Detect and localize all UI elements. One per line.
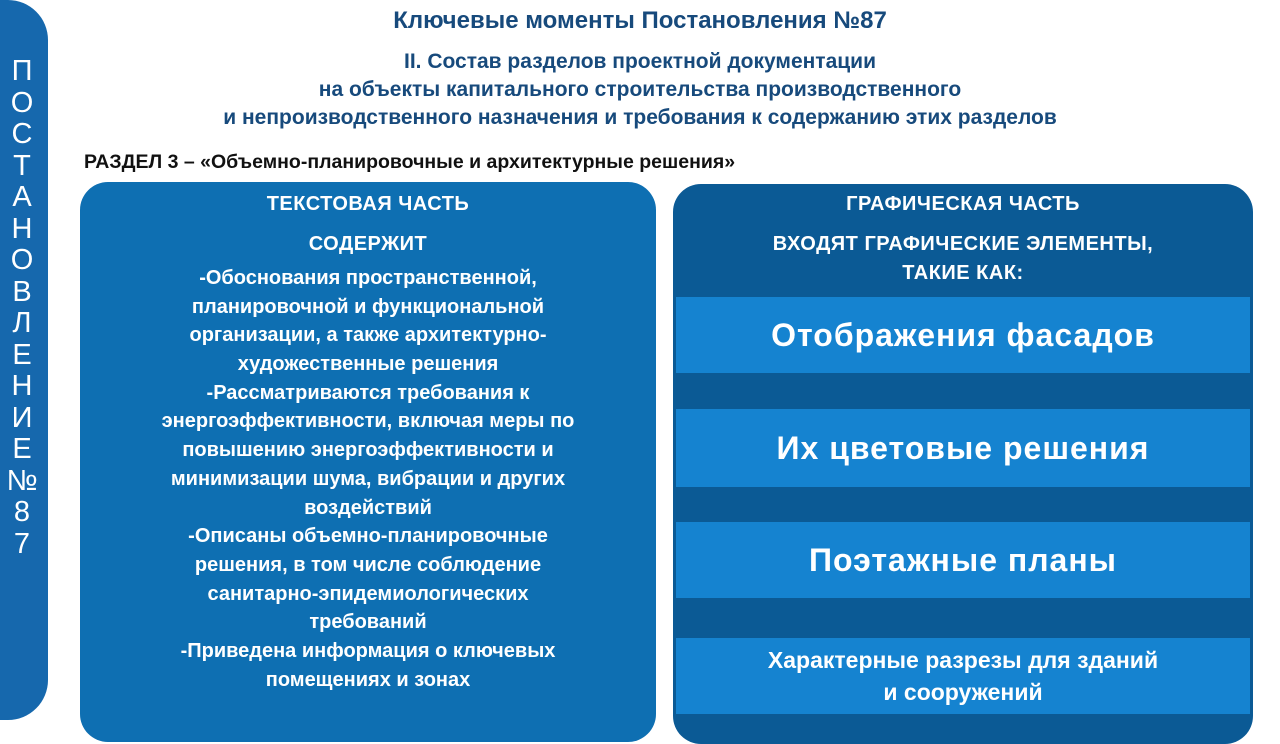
item-line: и сооружений [883,679,1043,705]
side-letter: 7 [13,527,31,560]
content-line: решения, в том числе соблюдение [194,553,542,576]
side-letter: Е [12,338,32,371]
graphic-part-heading: ГРАФИЧЕСКАЯ ЧАСТЬ [846,193,1080,215]
subheading-line: ВХОДЯТ ГРАФИЧЕСКИЕ ЭЛЕМЕНТЫ, [772,233,1154,255]
content-line: -Описаны объемно-планировочные [188,525,548,548]
side-letter: Е [12,433,32,465]
text-part-subheading: СОДЕРЖИТ [308,233,428,255]
content-line: энергоэффективности, включая меры по [161,410,575,433]
content-line: минимизации шума, вибрации и других [170,467,566,490]
content-line: помещениях и зонах [265,668,471,691]
content-line: художественные решения [237,353,499,376]
slide-title: Ключевые моменты Постановления №87 [393,7,887,34]
side-letter: П [11,55,33,87]
side-letter: О [10,86,34,119]
side-letter: С [11,118,33,150]
content-line: воздействий [304,496,432,519]
item-line: Характерные разрезы для зданий [767,647,1159,673]
graphic-part-subheading [673,230,1253,288]
content-line: -Обоснования пространственной, [199,267,537,289]
content-line: санитарно-эпидемиологических [207,582,529,605]
side-letter: 8 [13,496,31,528]
graphic-item-color-solutions: Их цветовые решения [676,409,1250,487]
subtitle-line: II. Состав разделов проектной документации [403,50,877,73]
graphic-item-floor-plans: Поэтажные планы [676,522,1250,598]
content-line: требований [309,611,427,634]
section-title: РАЗДЕЛ 3 – «Объемно-планировочные и архитектурные решения» [84,151,736,173]
text-part-heading: ТЕКСТОВАЯ ЧАСТЬ [266,193,470,215]
content-line: планировочной и функциональной [191,295,545,318]
side-letter: Н [11,212,33,245]
content-line: организации, а также архитектурно- [189,324,547,347]
side-letter: Л [12,307,32,339]
side-letter: В [12,275,32,308]
content-line: -Приведена информация о ключевых [180,639,556,662]
side-letter: И [11,401,33,434]
side-letter: Т [13,149,31,182]
subtitle-line: и непроизводственного назначения и требования к содержанию этих разделов [223,106,1057,129]
side-letter: А [12,181,32,213]
subtitle-line: на объекты капитального строительства производственного [318,78,962,101]
side-vertical-label [0,56,44,560]
graphic-item-sections [676,638,1250,714]
text-part-content [80,264,656,694]
slide-subtitle [90,48,1190,132]
content-line: -Рассматриваются требования к [206,381,530,404]
subheading-line: ТАКИЕ КАК: [902,262,1024,284]
side-letter: О [10,244,34,276]
graphic-item-facades: Отображения фасадов [676,297,1250,373]
content-line: повышению энергоэффективности и [182,439,554,462]
graphic-part-panel [673,184,1253,744]
text-part-panel [80,182,656,742]
side-letter: Н [11,370,33,402]
side-letter: № [6,464,38,497]
